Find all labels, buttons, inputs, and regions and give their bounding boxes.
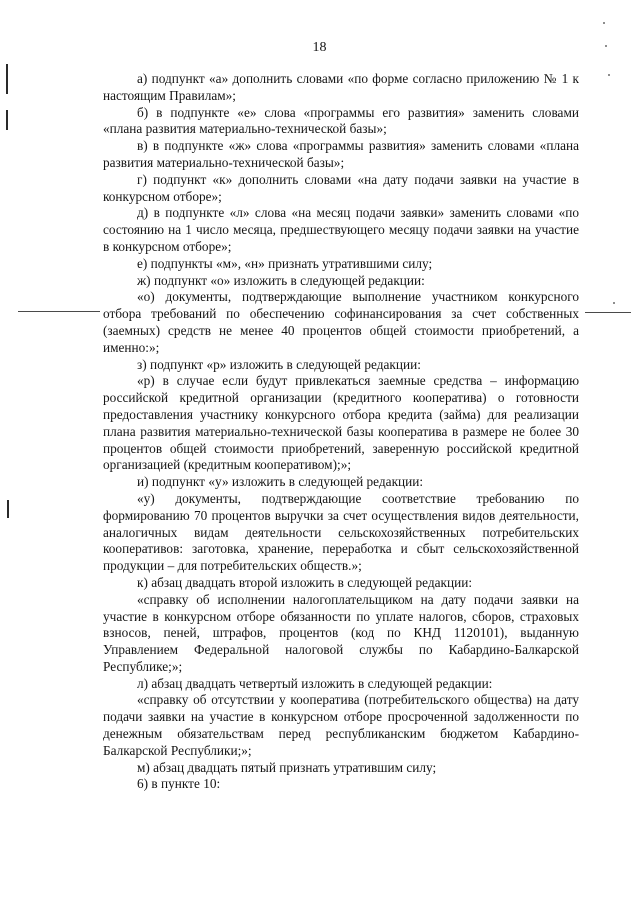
scan-margin-mark [6,64,8,94]
paragraph-l: л) абзац двадцать четвертый изложить в следующей редакции: [137,675,493,691]
paragraph-m: м) абзац двадцать пятый признать утратившим силу; [137,759,437,775]
page-number: 18 [312,40,327,55]
paragraph-point-6: 6) в пункте 10: [137,776,221,792]
paragraph-b: б) в подпункте «е» слова «программы его развития» заменить словами «плана развития материально-технической базы»; [103,104,579,137]
document-body [103,71,579,793]
scan-line-artifact [585,312,631,313]
paragraph-k: к) абзац двадцать второй изложить в следующей редакции: [137,574,473,590]
paragraph-a: а) подпункт «а» дополнить словами «по форме согласно приложению № 1 к настоящим Правилам»; [103,71,579,103]
quote-subpoint-u: «у) документы, подтверждающие соответствие требованию по формированию 70 процентов выручки за счет осуществления видов деятельности, аналогичных видам деятельности сельскохозяйственных потребительских кооперативов: заготовка, хранение, переработка и сбыт сельскохозяйственной продукции – для потребительских обществ.»; [103,490,579,574]
paragraph-v: в) в подпункте «ж» слова «программы развития» заменить словами «плана развития материально-технической базы»; [103,138,579,170]
scan-margin-mark [7,500,9,518]
scan-speck [603,22,605,24]
scan-line-artifact [18,311,100,312]
paragraph-z: з) подпункт «р» изложить в следующей редакции: [137,356,421,372]
scan-speck [613,302,615,304]
quote-subpoint-r: «р) в случае если будут привлекаться заемные средства – информацию российской кредитной организации (кредитного кооператива) о готовности предоставления участнику конкурсного отбора кредита (займа) для реализации плана развития материально-технической базы кооператива в размере не более 30 процентов общей стоимости приобретений, заверенную российской кредитной организацией (кредитным кооперативом);»; [103,373,579,473]
quote-tax-certificate: «справку об исполнении налогоплательщиком на дату подачи заявки на участие в конкурсном отборе обязанности по уплате налогов, сборов, страховых взносов, пеней, штрафов, процентов (код по КНД 1120101), выданную Управлением Федеральной налоговой службы по Кабардино-Балкарской Республике;»; [103,591,579,674]
paragraph-g: г) подпункт «к» дополнить словами «на дату подачи заявки на участие в конкурсном отборе»; [103,171,579,204]
scan-margin-mark [6,110,8,130]
paragraph-e: е) подпункты «м», «н» признать утратившими силу; [137,255,433,271]
paragraph-zh: ж) подпункт «о» изложить в следующей редакции: [137,272,425,288]
paragraph-d: д) в подпункте «л» слова «на месяц подачи заявки» заменить словами «по состоянию на 1 число месяца, предшествующего месяцу подачи заявки на участие в конкурсном отборе»; [103,205,579,254]
paragraph-i: и) подпункт «у» изложить в следующей редакции: [137,474,424,490]
scan-speck [608,74,610,76]
quote-debt-certificate: «справку об отсутствии у кооператива (потребительского общества) на дату подачи заявки на участие в конкурсном отборе просроченной задолженности по денежным обязательствам перед республиканским бюджетом Кабардино-Балкарской Республики;»; [103,692,579,758]
quote-subpoint-o: «о) документы, подтверждающие выполнение участником конкурсного отбора требований по обеспечению софинансирования за счет собственных (заемных) средств не менее 40 процентов общей стоимости приобретений, а именно:»; [103,289,579,355]
